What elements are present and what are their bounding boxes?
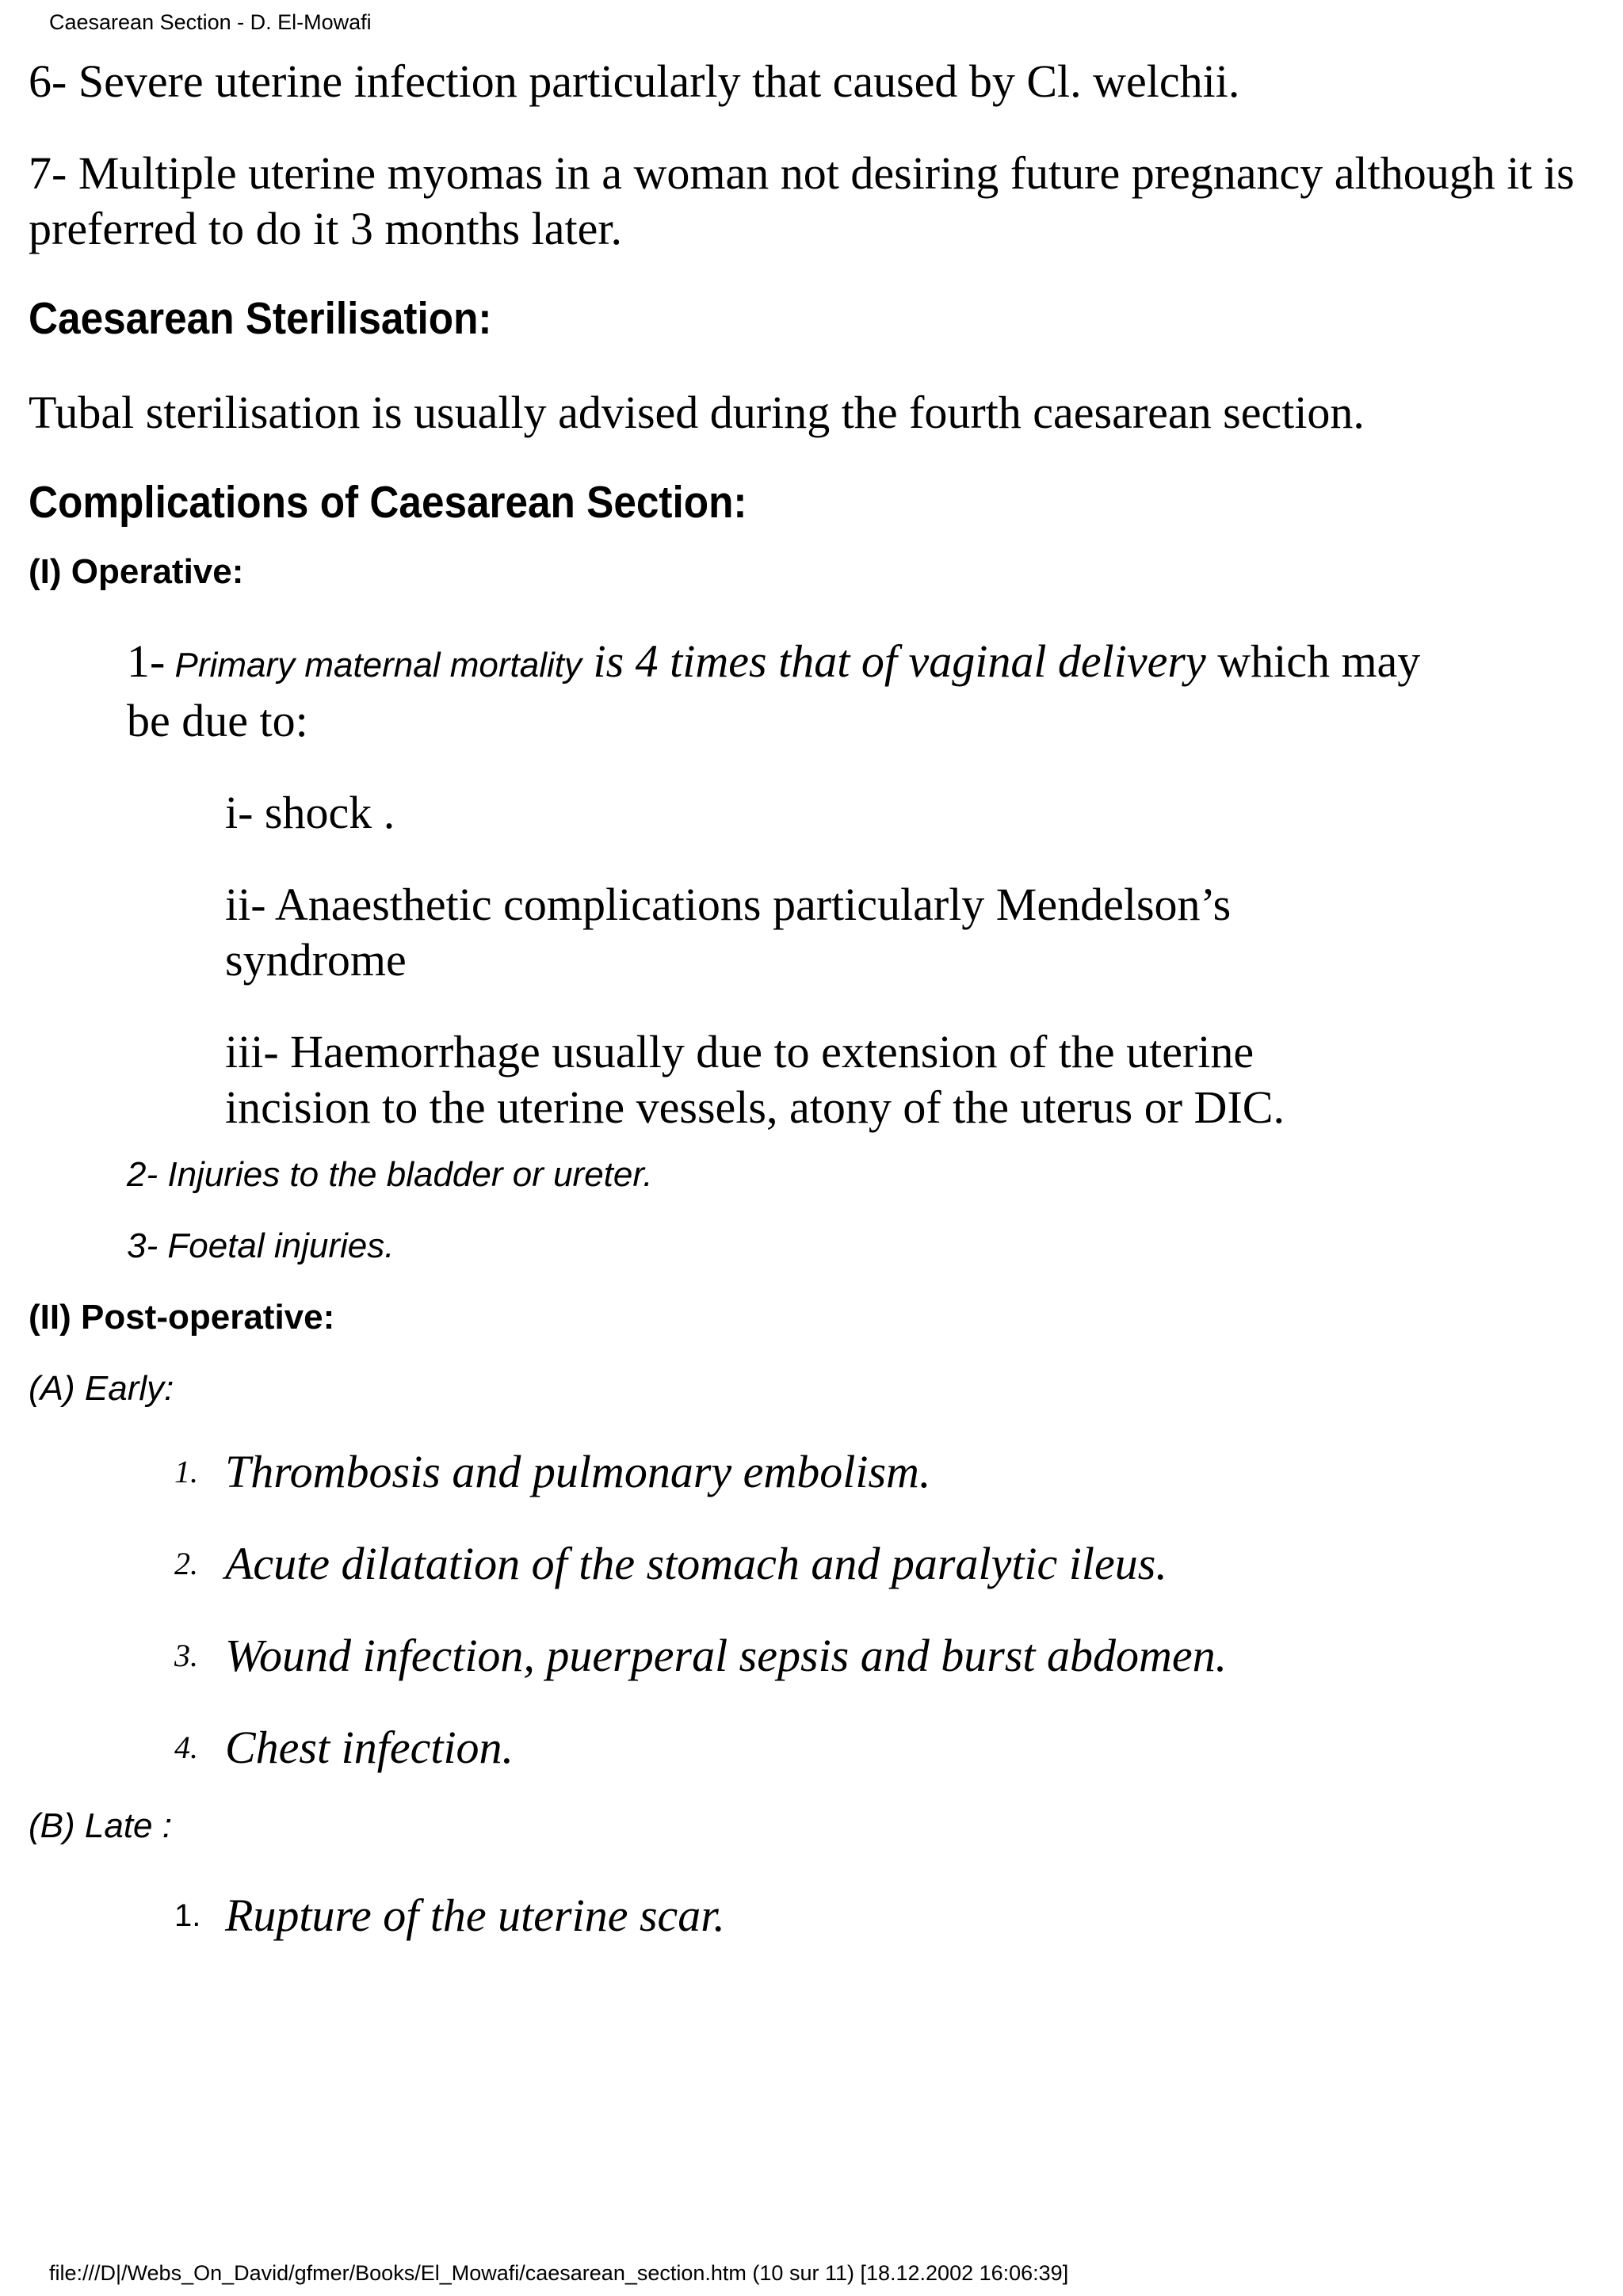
page-footer-url: file:///D|/Webs_On_David/gfmer/Books/El_Mowafi/caesarean_section.htm (10 sur 11) [18.12.2002 16:06:39]	[49, 2261, 1069, 2285]
operative-item-1-rest: which may be due to:	[127, 635, 1421, 746]
sterilisation-text: Tubal sterilisation is usually advised during the fourth caesarean section.	[29, 387, 1365, 438]
indication-item-6: 6- Severe uterine infection particularly that caused by Cl. welchii.	[29, 55, 1240, 107]
early-complications-list	[29, 1444, 1606, 1775]
list-item-text: Chest infection.	[225, 1722, 514, 1773]
list-item	[29, 1628, 1606, 1684]
operative-sub-item-i: i- shock .	[225, 787, 395, 838]
operative-item-1-sans: Primary maternal mortality	[165, 646, 582, 685]
operative-item-2: 2- Injuries to the bladder or ureter.	[127, 1155, 653, 1194]
list-item	[29, 1536, 1606, 1592]
operative-sub-item-iii: iii- Haemorrhage usually due to extension of the uterine incision to the uterine vessels, atony of the uterus or DIC.	[225, 1026, 1285, 1133]
early-heading: (A) Early:	[29, 1369, 174, 1408]
list-item-number: 3.	[174, 1638, 198, 1673]
operative-item-1-prefix: 1-	[127, 635, 166, 687]
list-item-text: Thrombosis and pulmonary embolism.	[225, 1446, 931, 1497]
post-operative-heading: (II) Post-operative:	[29, 1298, 335, 1337]
list-item	[29, 1720, 1606, 1775]
late-complications-list	[29, 1888, 1606, 1943]
operative-item-1-italic: is 4 times that of vaginal delivery	[582, 635, 1206, 687]
late-heading: (B) Late :	[29, 1806, 172, 1845]
operative-sub-item-ii: ii- Anaesthetic complications particularly Mendelson’s syndrome	[225, 879, 1232, 986]
list-item-number: 1.	[174, 1898, 201, 1933]
document-content	[29, 54, 1606, 1943]
list-item-text: Rupture of the uterine scar.	[225, 1890, 725, 1941]
list-item-number: 2.	[174, 1546, 198, 1581]
list-item	[29, 1444, 1606, 1500]
operative-heading: (I) Operative:	[29, 552, 244, 591]
list-item-text: Acute dilatation of the stomach and paralytic ileus.	[225, 1538, 1167, 1589]
list-item-number: 1.	[174, 1454, 198, 1489]
operative-item-3: 3- Foetal injuries.	[127, 1226, 395, 1265]
operative-item-1	[29, 634, 1474, 749]
sterilisation-heading: Caesarean Sterilisation:	[29, 293, 492, 344]
list-item	[29, 1888, 1606, 1943]
complications-heading: Complications of Caesarean Section:	[29, 477, 747, 528]
list-item-number: 4.	[174, 1730, 198, 1765]
indication-item-7: 7- Multiple uterine myomas in a woman not desiring future pregnancy although it is preferred to do it 3 months later.	[29, 147, 1575, 254]
list-item-text: Wound infection, puerperal sepsis and burst abdomen.	[225, 1630, 1228, 1681]
page-header: Caesarean Section - D. El-Mowafi	[49, 10, 372, 34]
